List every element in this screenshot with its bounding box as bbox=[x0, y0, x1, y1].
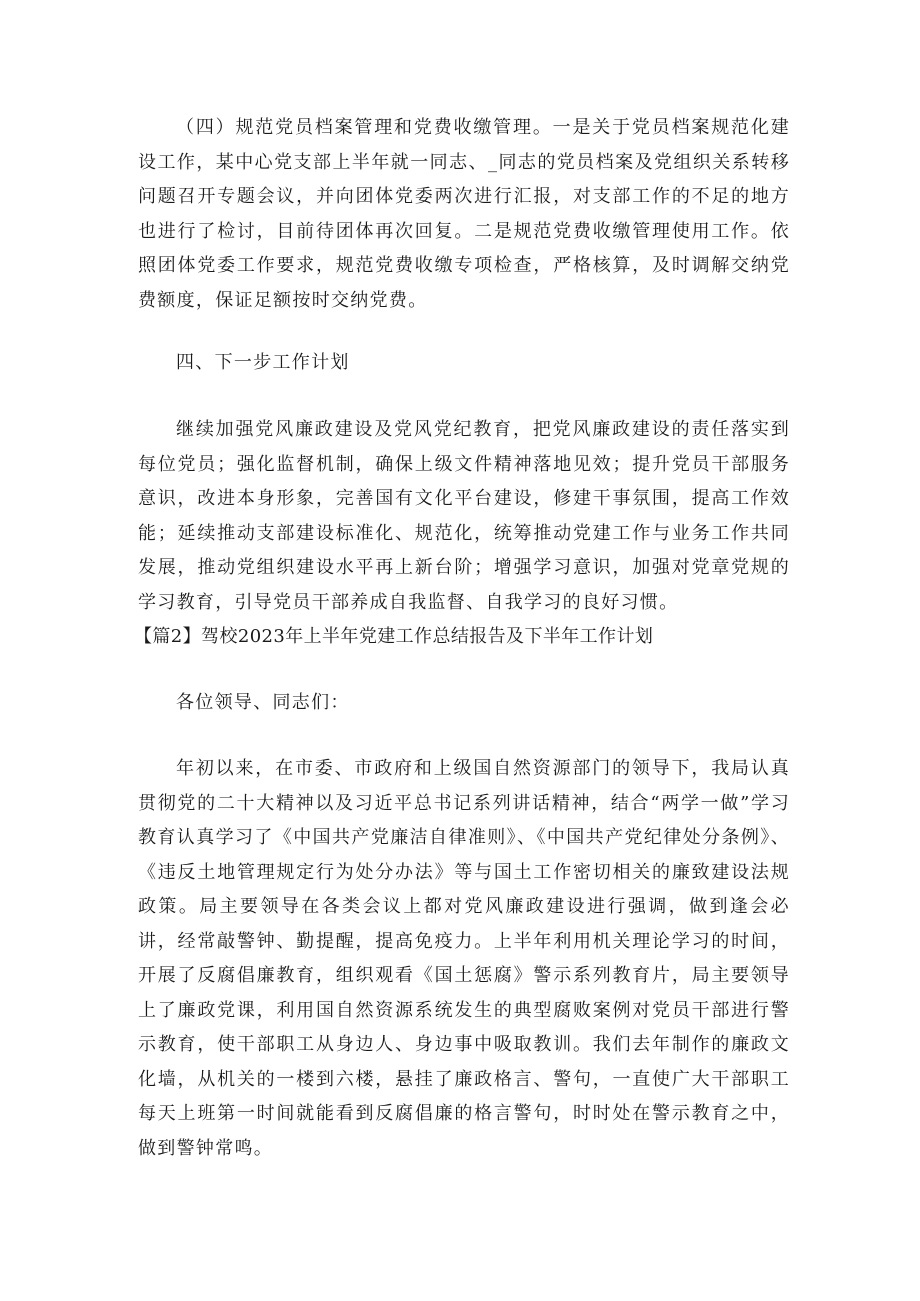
paragraph-introduction: 年初以来，在市委、市政府和上级国自然资源部门的领导下，我局认真贯彻党的二十大精神以及习近平总书记系列讲话精神，结合“两学一做”学习教育认真学习了《中国共产党廉洁自律准则》、《中国共产党纪律处分条例》、《违反土地管理规定行为处分办法》等与国土工作密切相关的廉致建设法规政策。局主要领导在各类会议上都对党风廉政建设进行强调，做到逢会必讲，经常敲警钟、勤提醒，提高免疫力。上半年利用机关理论学习的时间，开展了反腐倡廉教育，组织观看《国土惩腐》警示系列教育片，局主要领导上了廉政党课，利用国自然资源系统发生的典型腐败案例对党员干部进行警示教育，使干部职工从身边人、身边事中吸取教训。我们去年制作的廉政文化墙，从机关的一楼到六楼，悬挂了廉政格言、警句，一直使广大干部职工每天上班第一时间就能看到反腐倡廉的格言警句，时时处在警示教育之中，做到警钟常鸣。 bbox=[138, 758, 790, 1159]
paragraph-next-step-plan: 继续加强党风廉政建设及党风党纪教育，把党风廉政建设的责任落实到每位党员；强化监督机制，确保上级文件精神落地见效；提升党员干部服务意识，改进本身形象，完善国有文化平台建设，修建干事氛围，提高工作效能；延续推动支部建设标准化、规范化，统筹推动党建工作与业务工作共同发展，推动党组织建设水平再上新台阶；增强学习意识，加强对党章党规的学习教育，引导党员干部养成自我监督、自我学习的良好习惯。 bbox=[138, 419, 790, 613]
paragraph-party-archives-management: （四）规范党员档案管理和党费收缴管理。一是关于党员档案规范化建设工作，某中心党支部上半年就一同志、_同志的党员档案及党组织关系转移问题召开专题会议，并向团体党委两次进行汇报，对支部工作的不足的地方也进行了检讨，目前待团体再次回复。二是规范党费收缴管理使用工作。依照团体党委工作要求，规范党费收缴专项检查，严格核算，及时调解交纳党费额度，保证足额按时交纳党费。 bbox=[138, 117, 790, 311]
section-title-article-2: 【篇2】驾校2023年上半年党建工作总结报告及下半年工作计划 bbox=[134, 626, 654, 647]
heading-next-step-plan: 四、下一步工作计划 bbox=[176, 352, 350, 373]
greeting-line: 各位领导、同志们： bbox=[176, 692, 350, 713]
